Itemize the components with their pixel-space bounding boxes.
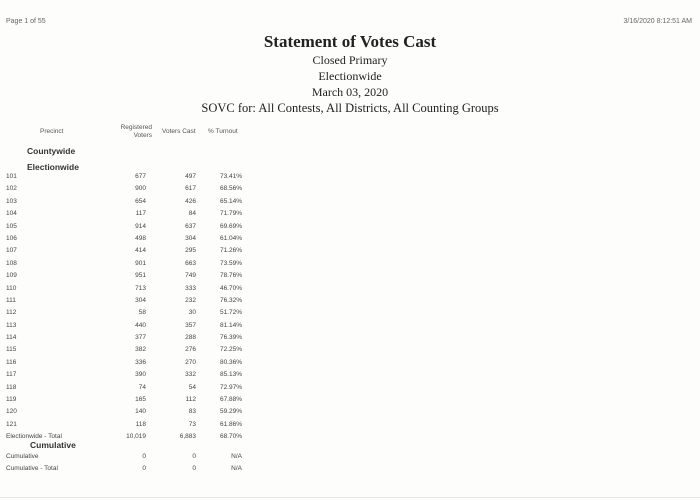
registered-cell: 414 [135, 247, 146, 255]
votes-cast-cell: 617 [185, 185, 196, 193]
registered-cell: 713 [135, 284, 146, 292]
votes-cast-cell: 497 [185, 173, 196, 180]
section-cumulative: Cumulative [30, 440, 76, 450]
registered-cell: 440 [135, 321, 146, 329]
precinct-cell: 113 [6, 321, 17, 329]
election-date: March 03, 2020 [311, 85, 389, 99]
votes-cast-cell: 0 [192, 465, 196, 473]
turnout-cell: 81.14% [219, 321, 242, 329]
registered-cell: 901 [135, 259, 146, 267]
column-header-registered: Registered Voters [120, 124, 152, 139]
turnout-cell: 68.56% [219, 185, 242, 193]
table-row [0, 285, 260, 297]
precinct-cell: 101 [6, 173, 17, 180]
table-row [0, 322, 260, 334]
turnout-cell: 71.79% [219, 210, 242, 218]
precinct-cell: 111 [6, 296, 16, 304]
votes-cast-cell: 83 [188, 408, 196, 416]
precinct-cell: 120 [6, 408, 17, 416]
page-number: Page 1 of 55 [6, 18, 46, 25]
table-row [0, 297, 260, 309]
precinct-cell: 108 [6, 259, 17, 267]
turnout-cell: 67.88% [219, 396, 242, 404]
turnout-cell: 72.25% [219, 346, 242, 354]
table-row [0, 384, 260, 396]
precinct-cell: 106 [6, 234, 17, 242]
table-row [0, 359, 260, 371]
precinct-cell: Electionwide - Total [6, 433, 62, 441]
registered-cell: 390 [135, 371, 146, 379]
turnout-cell: 85.13% [219, 371, 242, 379]
votes-cast-cell: 73 [188, 420, 196, 428]
table-row [0, 235, 260, 247]
turnout-cell: 76.32% [219, 296, 242, 304]
turnout-cell: 78.76% [219, 272, 242, 280]
registered-cell: 165 [135, 396, 146, 404]
turnout-cell: 72.97% [219, 383, 242, 391]
registered-cell: 914 [135, 222, 146, 230]
turnout-cell: 65.14% [219, 197, 242, 205]
column-header-votes-cast: Voters Cast [162, 128, 196, 135]
registered-cell: 0 [142, 453, 146, 460]
table-row [0, 247, 260, 259]
precinct-cell: 103 [6, 197, 17, 205]
precinct-cell: Cumulative - Total [6, 465, 58, 473]
table-row [0, 453, 260, 465]
table-row [0, 260, 260, 272]
print-datetime: 3/16/2020 8:12:51 AM [623, 18, 692, 25]
report-title-block [0, 30, 700, 116]
table-row [0, 185, 260, 197]
votes-cast-cell: 30 [188, 309, 196, 317]
turnout-cell: 59.29% [219, 408, 242, 416]
turnout-cell: 46.70% [219, 284, 242, 292]
turnout-cell: 51.72% [219, 309, 242, 317]
registered-cell: 10,019 [126, 433, 146, 441]
votes-cast-cell: 0 [192, 453, 196, 460]
table-row [0, 465, 260, 477]
registered-cell: 654 [135, 197, 146, 205]
precinct-cell: 115 [6, 346, 17, 354]
turnout-cell: 73.59% [219, 259, 242, 267]
precinct-cell: 117 [6, 371, 17, 379]
turnout-cell: 69.69% [219, 222, 242, 230]
votes-cast-cell: 288 [185, 334, 196, 342]
precinct-cell: 119 [6, 396, 17, 404]
precinct-cell: 110 [6, 284, 17, 292]
precinct-cell: Cumulative [6, 453, 39, 460]
precinct-table [0, 173, 260, 446]
registered-cell: 677 [135, 173, 146, 180]
registered-cell: 382 [135, 346, 146, 354]
registered-cell: 58 [138, 309, 146, 317]
registered-cell: 498 [135, 234, 146, 242]
precinct-cell: 105 [6, 222, 17, 230]
votes-cast-cell: 749 [185, 272, 196, 280]
precinct-cell: 109 [6, 272, 17, 280]
column-header-precinct: Precinct [40, 128, 64, 135]
precinct-cell: 104 [6, 210, 17, 218]
registered-cell: 900 [135, 185, 146, 193]
votes-cast-cell: 663 [185, 259, 196, 267]
election-type: Closed Primary [312, 53, 388, 67]
table-row [0, 309, 260, 321]
registered-cell: 304 [135, 296, 146, 304]
section-electionwide: Electionwide [27, 162, 79, 172]
votes-cast-cell: 333 [185, 284, 196, 292]
page-bottom-rule [0, 497, 700, 498]
section-countywide: Countywide [27, 146, 76, 156]
turnout-cell: 80.36% [219, 358, 242, 366]
precinct-cell: 107 [6, 247, 17, 255]
precinct-cell: 121 [6, 420, 17, 428]
turnout-cell: 61.04% [219, 234, 242, 242]
precinct-cell: 102 [6, 185, 17, 193]
turnout-cell: 73.41% [219, 173, 242, 180]
turnout-cell: 68.70% [219, 433, 242, 441]
column-header-turnout: % Turnout [208, 128, 238, 135]
turnout-cell: 76.39% [219, 334, 242, 342]
table-row [0, 210, 260, 222]
votes-cast-cell: 232 [185, 296, 196, 304]
registered-cell: 336 [135, 358, 146, 366]
turnout-cell: 61.86% [219, 420, 242, 428]
votes-cast-cell: 637 [185, 222, 196, 230]
votes-cast-cell: 332 [185, 371, 196, 379]
table-row [0, 272, 260, 284]
votes-cast-cell: 84 [188, 210, 196, 218]
registered-cell: 118 [135, 420, 146, 428]
votes-cast-cell: 357 [185, 321, 196, 329]
registered-cell: 117 [135, 210, 146, 218]
votes-cast-cell: 54 [188, 383, 196, 391]
election-scope: Electionwide [318, 69, 382, 83]
votes-cast-cell: 112 [185, 396, 196, 404]
votes-cast-cell: 295 [185, 247, 196, 255]
cumulative-table [0, 453, 260, 478]
table-row [0, 334, 260, 346]
table-row [0, 223, 260, 235]
registered-cell: 140 [135, 408, 146, 416]
votes-cast-cell: 304 [185, 234, 196, 242]
table-row [0, 408, 260, 420]
votes-cast-cell: 426 [185, 197, 196, 205]
table-row [0, 173, 260, 185]
precinct-cell: 118 [6, 383, 17, 391]
registered-cell: 951 [135, 272, 146, 280]
registered-cell: 0 [142, 465, 146, 473]
precinct-cell: 112 [6, 309, 17, 317]
registered-cell: 74 [138, 383, 146, 391]
table-row [0, 198, 260, 210]
report-title: Statement of Votes Cast [263, 32, 437, 51]
sovc-description: SOVC for: All Contests, All Districts, All Counting Groups [201, 101, 499, 115]
votes-cast-cell: 6,883 [179, 433, 196, 441]
registered-cell: 377 [135, 334, 146, 342]
table-row [0, 346, 260, 358]
table-row [0, 371, 260, 383]
precinct-cell: 114 [6, 334, 17, 342]
votes-cast-cell: 270 [185, 358, 196, 366]
turnout-cell: N/A [231, 453, 242, 460]
votes-cast-cell: 276 [185, 346, 196, 354]
table-row [0, 396, 260, 408]
turnout-cell: 71.26% [219, 247, 242, 255]
precinct-cell: 116 [6, 358, 17, 366]
table-row [0, 421, 260, 433]
turnout-cell: N/A [231, 465, 242, 473]
